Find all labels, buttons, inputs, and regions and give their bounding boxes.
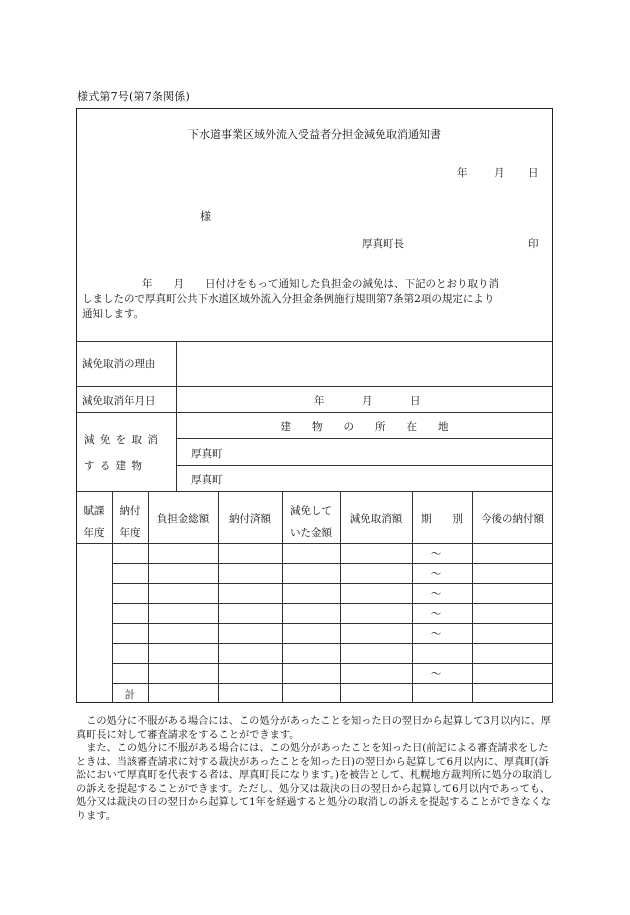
cancel-date-month: 月 bbox=[362, 395, 373, 407]
col-header-exempted-amount: 減免して いた金額 bbox=[290, 505, 332, 539]
cancel-date-day: 日 bbox=[410, 395, 421, 407]
notice-body bbox=[82, 277, 548, 322]
period-mark: 〜 bbox=[430, 628, 442, 640]
col-header-paid-amount: 納付済額 bbox=[229, 513, 271, 525]
period-mark: 〜 bbox=[430, 588, 442, 600]
addressee-suffix: 様 bbox=[200, 210, 211, 223]
col-header-assessment-year: 賦課 年度 bbox=[83, 505, 105, 539]
date-year-label: 年 bbox=[457, 167, 468, 179]
col-header-payment-year: 納付 年度 bbox=[119, 505, 141, 539]
building-label-line2: す る 建 物 bbox=[84, 460, 144, 472]
total-label: 計 bbox=[124, 689, 136, 701]
col-header-cancelled-amount: 減免取消額 bbox=[349, 513, 403, 525]
document-title: 下水道事業区域外流入受益者分担金減免取消通知書 bbox=[188, 128, 441, 141]
col-header-period: 期 別 bbox=[421, 513, 463, 525]
body-line-2: しましたので厚真町公共下水道区域外流入分担金条例施行規則第7条第2項の規定により bbox=[82, 292, 495, 305]
period-mark: 〜 bbox=[430, 568, 442, 580]
date-day-label: 日 bbox=[528, 167, 539, 179]
cancel-date-label: 減免取消年月日 bbox=[82, 395, 156, 407]
period-mark: 〜 bbox=[430, 608, 442, 620]
appeal-notice-paragraph-2: また、この処分に不服がある場合には、この処分があったことを知った日(前記による審査請求をしたときは、当該審査請求に対する裁決があったことを知った日)の翌日から起算して6月以内に、厚真町(訴訟において厚真町を代表する者は、厚真町長になります。)を被告として、札幌地方裁判所に処分の取消しの訴えを提起することができます。ただし、処分又は裁決の日の翌日から起算して6月以内であっても、処分又は裁決の日の翌日から起算して1年を経過すると処分の取消しの訴えを提起することができなくなります。 bbox=[76, 743, 553, 822]
form-number-label: 様式第7号(第7条関係) bbox=[77, 90, 190, 103]
cancel-date-year: 年 bbox=[314, 395, 325, 407]
building-row-1: 厚真町 bbox=[191, 448, 223, 460]
body-line-3: 通知します。 bbox=[82, 307, 145, 320]
building-row-2: 厚真町 bbox=[191, 474, 223, 486]
col-header-total-amount: 負担金総額 bbox=[156, 513, 210, 525]
reason-label: 減免取消の理由 bbox=[82, 358, 156, 370]
appeal-notice-paragraph-1: この処分に不服がある場合には、この処分があったことを知った日の翌日から起算して3月以内に、厚真町長に対して審査請求をすることができます。 bbox=[76, 716, 551, 741]
body-line-1: 年 月 日付けをもって通知した負担金の減免は、下記のとおり取り消 bbox=[142, 278, 499, 290]
building-label-line1: 減 免 を 取 消 bbox=[84, 434, 159, 446]
col-header-future-amount: 今後の納付額 bbox=[481, 513, 544, 525]
period-mark: 〜 bbox=[430, 548, 442, 560]
location-header: 建 物 の 所 在 地 bbox=[280, 421, 449, 433]
period-mark: 〜 bbox=[430, 668, 442, 680]
seal-mark: 印 bbox=[528, 238, 539, 250]
date-month-label: 月 bbox=[494, 167, 505, 179]
issuer-title: 厚真町長 bbox=[362, 238, 404, 250]
appeal-notice bbox=[76, 715, 556, 824]
